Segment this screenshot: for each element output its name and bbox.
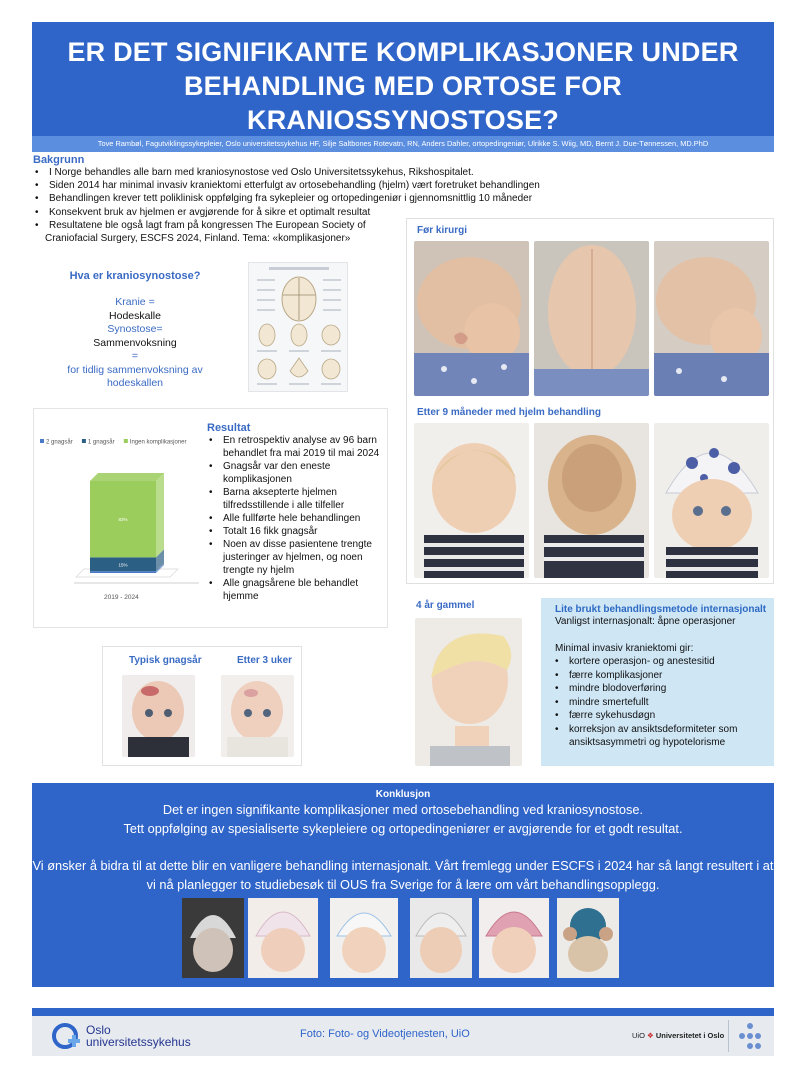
- sore-photo-before: [122, 675, 195, 757]
- info-item: • kortere operasjon- og anestesitid: [553, 655, 774, 669]
- skull-diagram-image: [248, 262, 348, 392]
- authors-line: Tove Rambøl, Fagutviklingssykepleier, Oslo universitetssykehus HF, Silje Saltbones Rotevatn, RN, Anders Dahler, ortopedingeniør, Ulrikke S. Wiig, MD, Bernt J. Due-Tønnessen, MD.PhD: [32, 136, 774, 152]
- bakgrunn-item: • Siden 2014 har minimal invasiv kraniektomi etterfulgt av ortosebehandling (hjelm) vært foretruket behandlingen: [33, 179, 613, 192]
- kranio-line: for tidlig sammenvoksning av: [67, 363, 203, 376]
- resultat-item: • En retrospektiv analyse av 96 barn behandlet fra mai 2019 til mai 2024: [207, 434, 389, 460]
- skull-diagram-svg: [249, 263, 349, 393]
- photo-credit: Foto: Foto- og Videotjenesten, UiO: [300, 1028, 470, 1040]
- bakgrunn-heading: Bakgrunn: [33, 154, 85, 166]
- after-helmet-caption: Etter 9 måneder med hjelm behandling: [417, 407, 601, 418]
- conclusion-heading: Konklusjon: [375, 789, 431, 800]
- typical-sore-caption: Typisk gnagsår: [129, 655, 202, 666]
- helmet-photo-2: [248, 898, 318, 978]
- helmet-photo-5: [479, 898, 549, 978]
- conclusion-line: Vi ønsker å bidra til at dette blir en vanligere behandling internasjonalt. Vårt fremlegg under ESCFS i 2024 har så langt resultert i at: [32, 858, 774, 873]
- poster-title: [32, 36, 774, 136]
- legend-label: Ingen komplikasjoner: [129, 439, 187, 446]
- footer-divider: [728, 1020, 729, 1052]
- chart-bars: [76, 473, 178, 577]
- before-surgery-caption: Før kirurgi: [417, 225, 468, 236]
- resultat-list: [207, 434, 389, 603]
- bar-data-label: 83%: [118, 517, 128, 523]
- info-list: [541, 655, 774, 750]
- legend-label: 2 gnagsår: [46, 439, 73, 446]
- info-item: • korreksjon av ansiktsdeformiteter som ansiktsasymmetri og hypotelorisme: [553, 723, 774, 750]
- info-intro: Vanligst internasjonalt: åpne operasjoner: [555, 616, 736, 627]
- uio-prefix: UiO: [632, 1031, 645, 1040]
- bakgrunn-item: • Behandlingen krever tett poliklinisk oppfølging fra sykepleier og ortopedingeniør i gjennomsnittlig 10 måneder: [33, 192, 613, 205]
- info-item: • færre komplikasjoner: [553, 669, 774, 683]
- legend-swatch: [40, 439, 44, 443]
- resultat-item: • Barna aksepterte hjelmen tilfredsstillende i alle tilfeller: [207, 486, 389, 512]
- uio-name: Universitetet i Oslo: [655, 1031, 725, 1040]
- bakgrunn-item: • Konsekvent bruk av hjelmen er avgjørende for å sikre et optimalt resultat: [33, 206, 613, 219]
- info-item: • færre sykehusdøgn: [553, 709, 774, 723]
- stacked-bar-chart: [34, 433, 209, 633]
- bar-data-label: 15%: [118, 562, 128, 568]
- info-item: • mindre smertefullt: [553, 696, 774, 710]
- kranio-line: Synostose=: [107, 323, 163, 335]
- legend-swatch: [82, 439, 86, 443]
- resultat-item: • Alle fullførte hele behandlingen: [207, 512, 389, 525]
- conclusion-line: Det er ingen signifikante komplikasjoner med ortosebehandling ved kraniosynostose.: [162, 802, 644, 817]
- resultat-section: [207, 422, 389, 603]
- resultat-item: • Gnagsår var den eneste komplikasjonen: [207, 460, 389, 486]
- conclusion-line: vi nå planlegger to studiebesøk til OUS fra Sverige for å lære om vårt behandlingsopplegg.: [146, 877, 660, 892]
- ous-logo-text-1: Oslo: [86, 1023, 111, 1037]
- legend-swatch: [124, 439, 128, 443]
- kranio-definition: [40, 270, 230, 391]
- bar-segment: [90, 571, 156, 573]
- title-line-2: BEHANDLING MED ORTOSE FOR KRANIOSSYNOSTOSE?: [183, 71, 622, 135]
- before-after-photo-panel: [406, 218, 774, 584]
- bakgrunn-item: • I Norge behandles alle barn med kraniosynostose ved Oslo Universitetssykehus, Rikshospitalet.: [33, 166, 613, 179]
- bar-segment-side: [156, 473, 164, 557]
- helmet-photo-strip: [182, 898, 622, 985]
- after-photo-side: [414, 423, 529, 578]
- footer-bar: [32, 1008, 774, 1016]
- after-3-weeks-caption: Etter 3 uker: [237, 655, 293, 666]
- after-photo-helmet: [654, 423, 769, 578]
- x-tick-label: 2019 - 2024: [104, 594, 139, 601]
- resultat-item: • Totalt 16 fikk gnagsår: [207, 525, 389, 538]
- info-sub: Minimal invasiv kraniektomi gir:: [555, 642, 694, 654]
- title-line-1: ER DET SIGNIFIKANTE KOMPLIKASJONER UNDER: [67, 37, 739, 67]
- info-heading: Lite brukt behandlingsmetode internasjonalt: [555, 604, 767, 615]
- before-photo-side-2: [654, 241, 769, 396]
- helmet-photo-4: [410, 898, 472, 978]
- info-box: [541, 598, 774, 766]
- before-photo-top: [534, 241, 649, 396]
- before-photo-side: [414, 241, 529, 396]
- gnagsar-panel: [102, 646, 302, 766]
- kranio-line: Sammenvoksning: [93, 336, 177, 349]
- helmet-photos: [182, 898, 622, 980]
- header-top-bar: [32, 22, 774, 36]
- helmet-photo-6: [557, 898, 619, 978]
- info-item: • mindre blodoverføring: [553, 682, 774, 696]
- kranio-line: =: [131, 350, 139, 362]
- kranio-line: hodeskallen: [106, 377, 164, 389]
- footer: [32, 1016, 774, 1056]
- resultat-heading: Resultat: [207, 422, 251, 434]
- kranio-line: Hodeskalle: [109, 309, 161, 322]
- conclusion-line: Tett oppfølging av spesialiserte sykepleiere og ortopedingeniører er avgjørende for et godt resultat.: [123, 821, 683, 836]
- ous-logo-text-2: universitetssykehus: [86, 1035, 191, 1049]
- chart-legend: [40, 439, 187, 446]
- sore-photo-after: [221, 675, 294, 757]
- uio-logo-text: UiO ❖ Universitetet i Oslo: [632, 1031, 725, 1040]
- kranio-heading: Hva er kraniosynostose?: [69, 270, 201, 282]
- bakgrunn-item-continuation: Craniofacial Surgery, ESCFS 2024, Finland. Tema: «komplikasjoner»: [45, 233, 351, 245]
- kranio-line: Kranie =: [115, 296, 155, 308]
- four-year-old-photo: [415, 618, 522, 766]
- helmet-photo-3: [330, 898, 398, 978]
- ous-logo-icon: [52, 1022, 82, 1052]
- bakgrunn-item-text: Resultatene ble også lagt fram på kongressen The European Society of: [49, 219, 366, 231]
- bar-top-face: [90, 473, 164, 481]
- helmet-photo-1: [182, 898, 244, 978]
- resultat-item: • Alle gnagsårene ble behandlet hjemme: [207, 577, 389, 603]
- after-photo-top: [534, 423, 649, 578]
- dots-logo-icon: [736, 1022, 764, 1055]
- resultat-item: • Noen av disse pasientene trengte justeringer av hjelmen, og noen trengte ny hjelm: [207, 538, 389, 577]
- legend-label: 1 gnagsår: [87, 439, 115, 446]
- age-caption: 4 år gammel: [416, 600, 475, 611]
